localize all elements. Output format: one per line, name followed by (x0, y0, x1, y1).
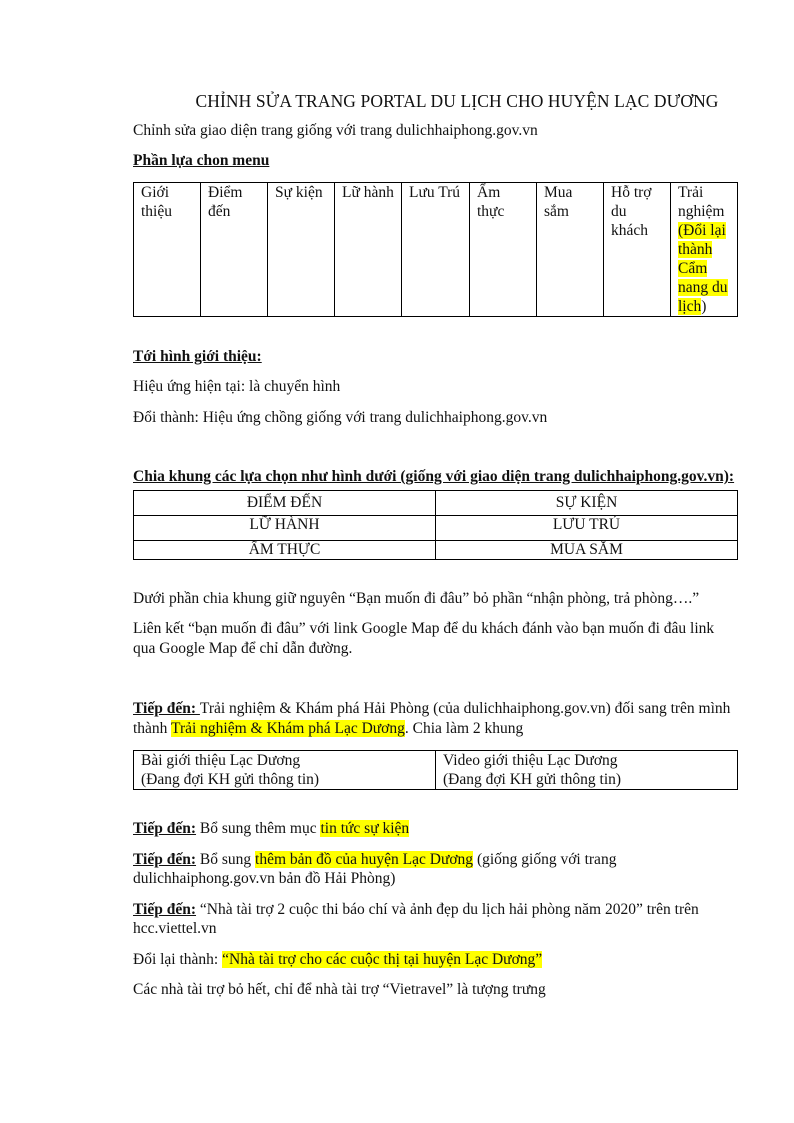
next-step-2-text: Bổ sung thêm mục (196, 820, 321, 837)
grid-cell: MUA SẮM (436, 540, 738, 559)
grid-heading: Chia khung các lựa chọn như hình dưới (giống với giao diện trang dulichhaiphong.gov.vn): (133, 468, 735, 485)
intro-two-column-table (133, 750, 738, 790)
document-page (133, 92, 737, 1000)
intro-video-title: Video giới thiệu Lạc Dương (443, 752, 618, 769)
menu-cell-trai-nghiem (671, 182, 738, 316)
next-step-3-label: Tiếp đến: (133, 850, 197, 868)
grid-cell: ẨM THỰC (134, 540, 436, 559)
map-paragraph: Liên kết “bạn muốn đi đâu” với link Google Map để du khách đánh vào bạn muốn đi đâu link qua Google Map để chỉ dẫn đường. (133, 620, 715, 657)
slider-heading: Tới hình giới thiệu: (133, 347, 262, 365)
change-highlight: “Nhà tài trợ cho các cuộc thị tại huyện Lạc Dương” (222, 950, 543, 968)
intro-article-note: (Đang đợi KH gửi thông tin) (141, 771, 320, 788)
next-step-3-text: Bổ sung (196, 850, 256, 868)
grid-row (134, 515, 738, 540)
change-line (133, 950, 737, 970)
intro-video-cell (436, 751, 738, 790)
menu-cell-luu-tru: Lưu Trú (402, 182, 470, 316)
grid-row (134, 540, 738, 559)
menu-cell-trai-nghiem-note: (Đổi lại thành Cẩm nang du lịch (678, 221, 728, 315)
category-grid-table (133, 490, 738, 560)
next-step-3 (133, 850, 737, 889)
sponsor-line: Các nhà tài trợ bỏ hết, chỉ để nhà tài trợ “Vietravel” là tượng trưng (133, 981, 546, 998)
next-step-1-label: Tiếp đến: (133, 700, 200, 717)
slider-current: Hiệu ứng hiện tại: là chuyển hình (133, 378, 341, 395)
menu-cell-lu-hanh: Lữ hành (335, 182, 402, 316)
grid-cell: SỰ KIỆN (436, 490, 738, 515)
intro-text: Chỉnh sửa giao diện trang giống với trang dulichhaiphong.gov.vn (133, 121, 538, 139)
slider-change: Đổi thành: Hiệu ứng chồng giống với trang dulichhaiphong.gov.vn (133, 408, 548, 426)
next-step-2 (133, 819, 737, 839)
next-step-1-text: Trải nghiệm & Khám phá Hải Phòng (của dulichhaiphong.gov.vn) đối sang trên mình thành (133, 700, 731, 737)
next-step-4-label: Tiếp đến: (133, 900, 197, 918)
two-column-row (134, 751, 738, 790)
menu-cell-trai-nghiem-label: Trải nghiệm (678, 183, 725, 220)
menu-cell-ho-tro: Hỗ trợ du khách (604, 182, 671, 316)
menu-cell-gioi-thieu: Giới thiệu (134, 182, 201, 316)
menu-heading: Phần lựa chon menu (133, 152, 270, 169)
intro-video-note: (Đang đợi KH gửi thông tin) (443, 771, 622, 788)
next-step-1 (133, 699, 737, 738)
intro-article-title: Bài giới thiệu Lạc Dương (141, 752, 301, 769)
next-step-4-text: “Nhà tài trợ 2 cuộc thi báo chí và ảnh đẹp du lịch hải phòng năm 2020” trên trên hcc.viettel.vn (133, 900, 699, 937)
menu-cell-su-kien: Sự kiện (268, 182, 335, 316)
next-step-3-end: (giống giống với trang dulichhaiphong.gov.vn bản đồ Hải Phòng) (133, 850, 617, 887)
grid-cell: ĐIỂM ĐẾN (134, 490, 436, 515)
next-step-4 (133, 900, 737, 939)
next-step-1-end: . Chia làm 2 khung (404, 719, 524, 737)
grid-cell: LỮ HÀNH (134, 515, 436, 540)
change-label: Đổi lại thành: (133, 950, 223, 968)
grid-cell: LƯU TRÚ (436, 515, 738, 540)
menu-cell-trai-nghiem-end: ) (701, 297, 707, 315)
grid-row (134, 490, 738, 515)
next-step-2-highlight: tin tức sự kiện (320, 820, 410, 837)
menu-table (133, 182, 738, 317)
menu-cell-am-thuc: Ẩm thực (470, 182, 537, 316)
next-step-2-label: Tiếp đến: (133, 820, 197, 837)
menu-row (134, 182, 738, 316)
next-step-1-highlight: Trải nghiệm & Khám phá Lạc Dương (171, 719, 405, 737)
document-title: CHỈNH SỬA TRANG PORTAL DU LỊCH CHO HUYỆN LẠC DƯƠNG (195, 91, 719, 111)
intro-article-cell (134, 751, 436, 790)
next-step-3-highlight: thêm bản đồ của huyện Lạc Dương (255, 850, 474, 868)
where-paragraph: Dưới phần chia khung giữ nguyên “Bạn muốn đi đâu” bỏ phần “nhận phòng, trả phòng….” (133, 589, 700, 607)
menu-cell-diem-den: Điểm đến (201, 182, 268, 316)
menu-cell-mua-sam: Mua sắm (537, 182, 604, 316)
